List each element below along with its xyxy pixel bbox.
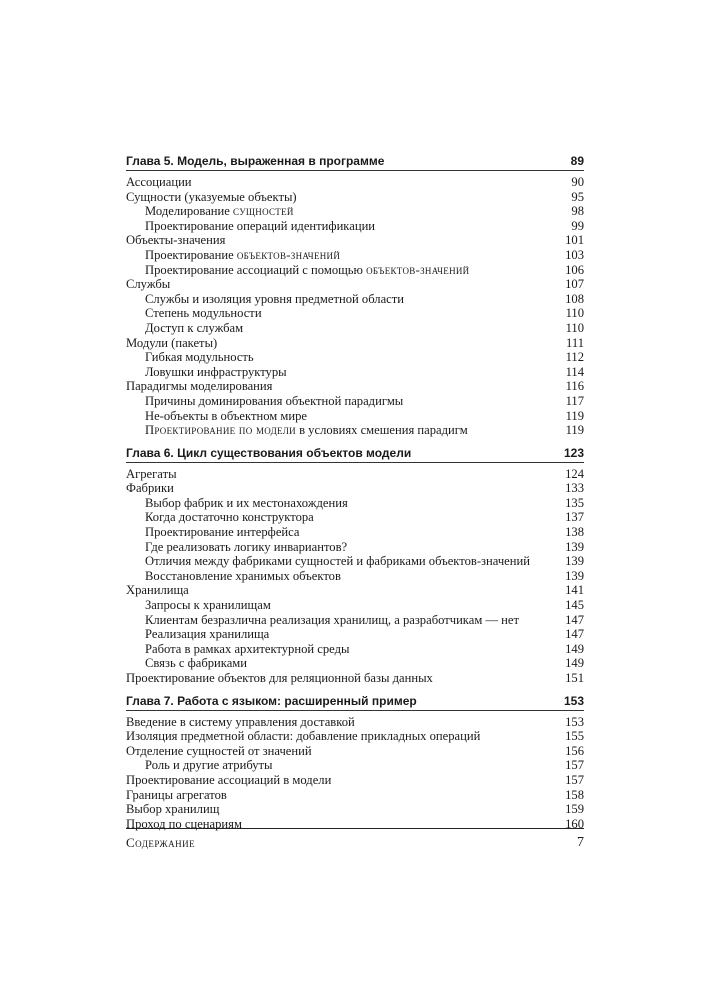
entry-title	[126, 481, 174, 496]
entry-page-number: 98	[571, 204, 584, 219]
entry-title	[145, 423, 468, 438]
entry-title	[126, 729, 480, 744]
page-number: 7	[577, 835, 584, 850]
entry-title	[145, 758, 273, 773]
toc-section-entry	[126, 467, 584, 482]
entry-page-number: 112	[565, 350, 584, 365]
toc-section-entry	[126, 788, 584, 803]
entry-page-number: 156	[565, 743, 584, 758]
toc-subsection-entry	[126, 292, 584, 307]
entry-title-part: Не-объекты в объектном мире	[145, 408, 307, 423]
entry-title	[145, 306, 262, 321]
entry-page-number: 101	[565, 233, 584, 248]
toc-subsection-entry	[126, 263, 584, 278]
entry-title	[126, 802, 219, 817]
entry-page-number: 116	[565, 379, 584, 394]
entry-title-part: Сущности (указуемые объекты)	[126, 189, 297, 204]
entry-page-number: 149	[565, 656, 584, 671]
entry-title-part: Проектирование	[145, 247, 237, 262]
toc-subsection-entry	[126, 350, 584, 365]
chapter-title: Глава 5. Модель, выраженная в программе	[126, 154, 385, 168]
entry-title-part: Клиентам безразлична реализация хранилищ, а разработчикам — нет	[145, 612, 520, 627]
entry-title-part: Когда достаточно конструктора	[145, 510, 314, 525]
chapter-page-number: 89	[570, 154, 584, 168]
entry-title	[145, 204, 294, 219]
entry-page-number: 147	[565, 627, 584, 642]
entry-title	[126, 583, 189, 598]
entry-page-number: 124	[565, 466, 584, 481]
entry-title	[126, 175, 192, 190]
entry-page-number: 133	[565, 481, 584, 496]
entry-title	[126, 744, 312, 759]
chapter-heading	[126, 445, 584, 463]
entry-page-number: 119	[565, 408, 584, 423]
entry-title	[126, 788, 227, 803]
entry-title-part: Отличия между фабриками сущностей и фабриками объектов-значений	[145, 554, 530, 569]
entry-page-number: 155	[565, 729, 584, 744]
entry-page-number: 139	[565, 568, 584, 583]
entry-title-part: Проектирование по модели	[145, 423, 296, 438]
toc-subsection-entry	[126, 510, 584, 525]
entry-title	[126, 336, 217, 351]
entry-title	[145, 569, 341, 584]
toc-subsection-entry	[126, 569, 584, 584]
entry-page-number: 119	[565, 423, 584, 438]
entry-title	[126, 233, 225, 248]
toc-subsection-entry	[126, 409, 584, 424]
entry-page-number: 135	[565, 495, 584, 510]
entry-title-part: Проектирование интерфейса	[145, 525, 300, 540]
toc-section-entry	[126, 671, 584, 686]
toc-section-entry	[126, 190, 584, 205]
toc-subsection-entry	[126, 496, 584, 511]
toc-subsection-entry	[126, 525, 584, 540]
toc-section-entry	[126, 379, 584, 394]
entry-title-part: Агрегаты	[126, 466, 177, 481]
entry-page-number: 110	[565, 306, 584, 321]
entry-title-part: Фабрики	[126, 481, 174, 496]
toc-section-entry	[126, 277, 584, 292]
toc-subsection-entry	[126, 656, 584, 671]
entry-page-number: 159	[565, 802, 584, 817]
entry-page-number: 114	[565, 364, 584, 379]
entry-title-part: Проектирование объектов для реляционной базы данных	[126, 671, 433, 685]
toc-subsection-entry	[126, 394, 584, 409]
entry-title-part: Парадигмы моделирования	[126, 379, 273, 394]
entry-page-number: 158	[565, 787, 584, 802]
entry-title-part: Восстановление хранимых объектов	[145, 568, 341, 583]
entry-title	[145, 350, 254, 365]
toc-section-entry	[126, 715, 584, 730]
chapter-page-number: 153	[563, 693, 584, 708]
toc-section-entry	[126, 802, 584, 817]
toc-subsection-entry	[126, 423, 584, 438]
table-of-contents	[126, 153, 584, 831]
entry-page-number: 157	[565, 758, 584, 773]
entry-title	[145, 496, 348, 511]
page-footer	[126, 828, 584, 851]
entry-title	[145, 219, 375, 234]
entry-title	[145, 248, 340, 263]
toc-subsection-entry	[126, 365, 584, 380]
entry-title-part: Выбор хранилищ	[126, 802, 220, 817]
entry-title	[126, 773, 331, 788]
entry-page-number: 141	[565, 583, 584, 598]
entry-page-number: 106	[565, 262, 584, 277]
entry-page-number: 157	[565, 772, 584, 787]
entry-page-number: 110	[565, 320, 584, 335]
entry-page-number: 139	[565, 539, 584, 554]
entry-page-number: 108	[565, 291, 584, 306]
toc-subsection-entry	[126, 219, 584, 234]
toc-section-entry	[126, 729, 584, 744]
entry-page-number: 107	[565, 277, 584, 292]
entry-title-part: Гибкая модульность	[145, 350, 254, 365]
entry-page-number: 147	[565, 612, 584, 627]
entry-title-part: Доступ к службам	[145, 320, 244, 335]
entry-title	[145, 656, 247, 671]
toc-subsection-entry	[126, 306, 584, 321]
entry-title	[145, 627, 269, 642]
entry-page-number: 103	[565, 247, 584, 262]
toc-subsection-entry	[126, 248, 584, 263]
entry-page-number: 139	[565, 554, 584, 569]
entry-page-number: 111	[566, 335, 584, 350]
entry-title	[145, 525, 300, 540]
entry-title-part: объектов-значений	[236, 247, 341, 262]
entry-title-part: Границы агрегатов	[126, 787, 227, 802]
entry-title-part: Изоляция предметной области: добавление прикладных операций	[126, 729, 481, 744]
entry-title	[145, 510, 314, 525]
entry-page-number: 117	[565, 393, 584, 408]
entry-page-number: 153	[565, 714, 584, 729]
toc-subsection-entry	[126, 540, 584, 555]
entry-title-part: Проектирование ассоциаций в модели	[126, 772, 332, 787]
entry-title	[145, 394, 403, 409]
entry-title-part: Работа в рамках архитектурной среды	[145, 641, 350, 656]
entry-page-number: 149	[565, 641, 584, 656]
toc-subsection-entry	[126, 758, 584, 773]
running-footer-title: Содержание	[126, 835, 196, 850]
entry-title-part: Модули (пакеты)	[126, 335, 218, 350]
entry-title-part: Причины доминирования объектной парадигмы	[145, 393, 404, 408]
entry-page-number: 151	[565, 671, 584, 685]
entry-title-part: Введение в систему управления доставкой	[126, 714, 355, 729]
toc-subsection-entry	[126, 554, 584, 569]
entry-title	[126, 467, 177, 482]
entry-title-part: Выбор фабрик и их местонахождения	[145, 495, 348, 510]
entry-title-part: Проход по сценариям	[126, 816, 242, 831]
chapter-heading	[126, 693, 584, 711]
entry-title-part: Степень модульности	[145, 306, 262, 321]
entry-title	[145, 365, 287, 380]
entry-title	[126, 190, 297, 205]
entry-title	[126, 671, 433, 686]
entry-title-part: Реализация хранилища	[145, 627, 270, 642]
entry-page-number: 160	[565, 816, 584, 831]
entry-page-number: 99	[571, 218, 584, 233]
toc-section-entry	[126, 744, 584, 759]
entry-title-part: Проектирование операций идентификации	[145, 218, 376, 233]
entry-page-number: 95	[571, 189, 584, 204]
entry-title-part: Объекты-значения	[126, 233, 226, 248]
toc-subsection-entry	[126, 613, 584, 628]
entry-title	[145, 642, 349, 657]
entry-title	[145, 554, 530, 569]
entry-title-part: Отделение сущностей от значений	[126, 743, 312, 758]
entry-title-part: Роль и другие атрибуты	[145, 758, 273, 773]
entry-title	[145, 598, 271, 613]
entry-title-part: Проектирование ассоциаций с помощью	[145, 262, 367, 277]
toc-subsection-entry	[126, 627, 584, 642]
entry-title	[145, 613, 519, 628]
entry-title	[145, 292, 404, 307]
entry-title-part: Хранилища	[126, 583, 189, 598]
entry-title-part: Где реализовать логику инвариантов?	[145, 539, 348, 554]
toc-subsection-entry	[126, 642, 584, 657]
toc-subsection-entry	[126, 598, 584, 613]
toc-section-entry	[126, 336, 584, 351]
chapter-heading	[126, 153, 584, 171]
entry-title	[145, 263, 469, 278]
entry-page-number: 137	[565, 510, 584, 525]
entry-title-part: Ловушки инфраструктуры	[145, 364, 287, 379]
entry-title	[126, 379, 272, 394]
entry-title-part: Моделирование	[145, 204, 234, 219]
entry-title-part: Службы	[126, 277, 171, 292]
entry-page-number: 145	[565, 598, 584, 613]
toc-section-entry	[126, 583, 584, 598]
entry-title	[126, 277, 170, 292]
toc-section-entry	[126, 175, 584, 190]
entry-title-part: Службы и изоляция уровня предметной области	[145, 291, 404, 306]
entry-title-part: в условиях смешения парадигм	[295, 423, 468, 438]
entry-title-part: Ассоциации	[126, 175, 192, 189]
entry-title-part: объектов-значений	[366, 262, 470, 277]
chapter-page-number: 123	[563, 445, 584, 460]
entry-page-number: 90	[571, 175, 584, 189]
toc-section-entry	[126, 233, 584, 248]
entry-title-part: Запросы к хранилищам	[145, 598, 271, 613]
chapter-title: Глава 7. Работа с языком: расширенный пример	[126, 693, 417, 708]
entry-page-number: 138	[565, 525, 584, 540]
entry-title	[145, 409, 307, 424]
toc-subsection-entry	[126, 204, 584, 219]
chapter-title: Глава 6. Цикл существования объектов модели	[126, 445, 412, 460]
entry-title	[145, 540, 347, 555]
toc-subsection-entry	[126, 321, 584, 336]
entry-title-part: Связь с фабриками	[145, 656, 247, 671]
entry-title	[126, 715, 355, 730]
entry-title	[145, 321, 243, 336]
toc-section-entry	[126, 481, 584, 496]
entry-title-part: сущностей	[233, 204, 294, 219]
toc-section-entry	[126, 773, 584, 788]
